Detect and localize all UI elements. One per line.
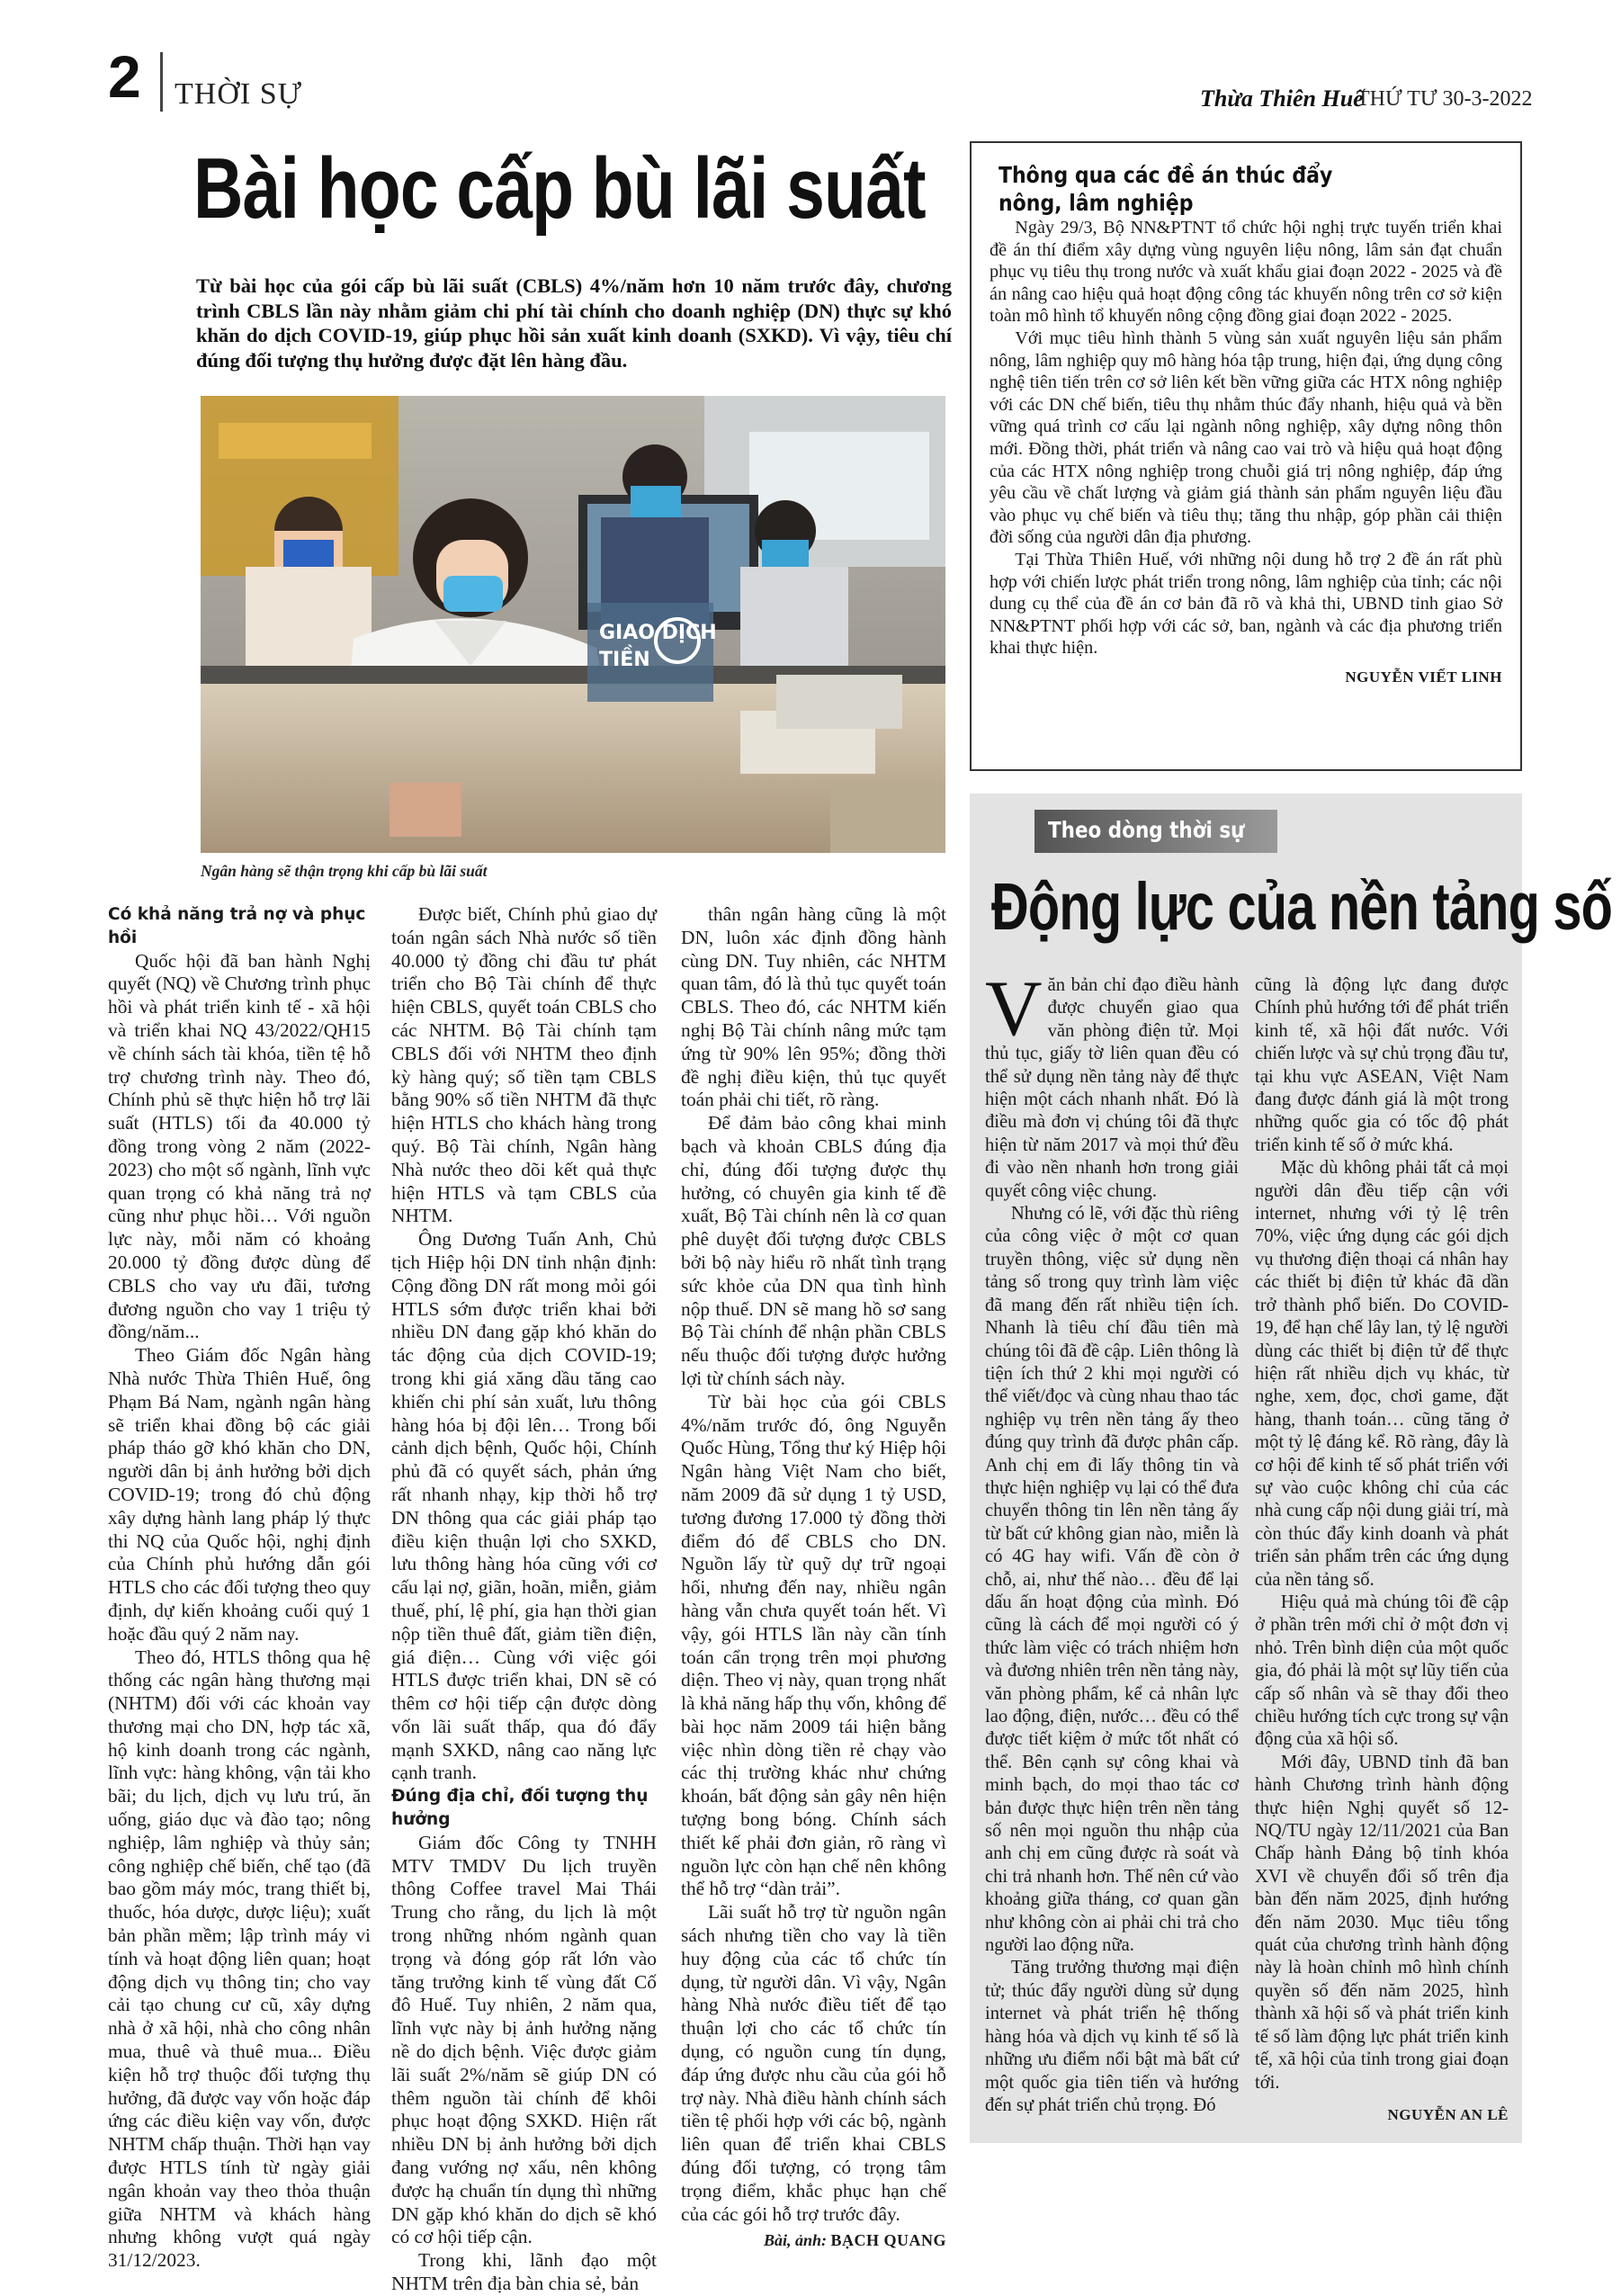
box-article-signature: NGUYỄN VIẾT LINH xyxy=(1345,668,1502,686)
box-article-title xyxy=(999,161,1442,217)
main-article-column-2 xyxy=(391,903,657,2296)
paragraph: Lãi suất hỗ trợ từ nguồn ngân sách nhưng tiền cho vay là tiền huy động của các tổ chức tín dụng, từ người dân. Vì vậy, Ngân hàng Nhà nước điều tiết để tạo thuận lợi cho các tổ chức tín dụng, có nguồn cung tín dụng, đáp ứng được nhu cầu của gói hỗ trợ này. Nhà điều hành chính sách tiền tệ phối hợp với các bộ, ngành liên quan để triển khai CBLS đúng đối tượng, có trọng tâm trọng điểm, khắc phục hạn chế của các gói hỗ trợ trước đây. xyxy=(681,1901,946,2225)
section-label: THỜI SỰ xyxy=(175,77,302,111)
paragraph: cũng là động lực đang được Chính phủ hướng tới để phát triển kinh tế, xã hội đất nước. Với chiến lược và sự chủ trọng đầu tư, tại khu vực ASEAN, Việt Nam đang được đánh giá là một trong những quốc gia có tốc độ phát triển kinh tế số ở mức khá. xyxy=(1255,975,1509,1155)
page-number: 2 xyxy=(108,43,141,110)
paragraph: Tại Thừa Thiên Huế, với những nội dung hỗ trợ 2 đề án rất phù hợp với chiến lược phát triển trong nông, lâm nghiệp của tỉnh; các nội dung cụ thể của đề án cơ bản đã rõ và khả thi, UBND tỉnh giao Sở NN&PTNT phối hợp với các sở, ban, ngành và các địa phương triển khai thực hiện. xyxy=(990,549,1502,659)
byline-name: BẠCH QUANG xyxy=(830,2231,946,2250)
paragraph: Ngày 29/3, Bộ NN&PTNT tổ chức hội nghị trực tuyến triển khai đề án thí điểm xây dựng vùng nguyên liệu nông, lâm sản đạt chuẩn phục vụ tiêu thụ trong nước và xuất khẩu giai đoạn 2022 - 2025 và đề án nâng cao hiệu quả hoạt động công tác khuyến nông trên cơ sở kiện toàn mô hình tổ khuyến nông cộng đồng giai đoạn 2022 - 2025. xyxy=(990,218,1502,327)
paragraph: Được biết, Chính phủ giao dự toán ngân sách Nhà nước số tiền 40.000 tỷ đồng chi đầu tư phát triển cho Bộ Tài chính để thực hiện CBLS, quyết toán CBLS cho các NHTM. Bộ Tài chính tạm CBLS đối với NHTM theo định kỳ hàng quý; số tiền tạm CBLS bằng 90% số tiền NHTM đã thực hiện HTLS cho khách hàng trong quý. Bộ Tài chính, Ngân hàng Nhà nước theo dõi kết quả thực hiện HTLS và tạm CBLS của NHTM. xyxy=(391,903,657,1227)
paragraph: Hiệu quả mà chúng tôi đề cập ở phần trên mới chỉ ở một đơn vị nhỏ. Trên bình diện của một quốc gia, đó phải là một sự lũy tiến của cấp số nhân và sẽ thay đổi theo chiều hướng tích cực trong sự vận động của xã hội số. xyxy=(1255,1592,1509,1750)
main-article-lead: Từ bài học của gói cấp bù lãi suất (CBLS) 4%/năm hơn 10 năm trước đây, chương trình CBLS lần này nhằm giảm chi phí tài chính cho doanh nghiệp (DN) thực sự khó khăn do dịch COVID-19, giúp phục hồi sản xuất kinh doanh (SXKD). Vì vậy, tiêu chí đúng đối tượng thụ hưởng được đặt lên hàng đầu. xyxy=(196,274,952,372)
paragraph: Mới đây, UBND tỉnh đã ban hành Chương trình hành động thực hiện Nghị quyết số 12-NQ/TU ngày 12/11/2021 của Ban Chấp hành Đảng bộ tỉnh khóa XVI về chuyển đổi số trên địa bàn đến năm 2025, định hướng đến năm 2030. Mục tiêu tổng quát của chương trình hành động này là hoàn chỉnh mô hình chính quyền số đến năm 2025, hình thành xã hội số và phát triển kinh tế số làm động lực phát triển kinh tế, xã hội của tỉnh trong giai đoạn tới. xyxy=(1255,1752,1509,2093)
side-article-signature: NGUYỄN AN LÊ xyxy=(1387,2105,1509,2123)
subhead-1: Có khả năng trả nợ và phục hồi xyxy=(108,905,366,947)
paragraph: Từ bài học của gói CBLS 4%/năm trước đó, ông Nguyễn Quốc Hùng, Tổng thư ký Hiệp hội Ngân hàng Việt Nam cho biết, năm 2009 đã sử dụng 1 tỷ USD, tương đương 17.000 tỷ đồng thời điểm đó để CBLS cho DN. Nguồn lấy từ quỹ dự trữ ngoại hối, nhưng đến nay, nhiều ngân hàng vẫn chưa quyết toán hết. Vì vậy, gói HTLS lần này cần tính toán cẩn trọng trên mọi phương diện. Theo vị này, quan trọng nhất là khả năng hấp thụ vốn, không để bài học năm 2009 tái hiện bằng việc nhìn dòng tiền rẻ chạy vào các thị trường khác như chứng khoán, bất động sản gây nên hiện tượng bong bóng. Chính sách thiết kế phải đơn giản, rõ ràng vì nguồn lực còn hạn chế nên không thể hỗ trợ “dàn trải”. xyxy=(681,1390,946,1900)
paragraph: Trong khi, lãnh đạo một NHTM trên địa bàn chia sẻ, bản xyxy=(391,2249,657,2295)
paragraph: Theo đó, HTLS thông qua hệ thống các ngân hàng thương mại (NHTM) đối với các khoản vay thương mại cho DN, hợp tác xã, hộ kinh doanh trong các ngành, lĩnh vực: hàng không, vận tải kho bãi; du lịch, dịch vụ lưu trú, ăn uống, giáo dục và đào tạo; nông nghiệp, lâm nghiệp và thủy sản; công nghiệp chế biến, chế tạo (đã bao gồm máy móc, trang thiết bị, thuốc, hóa dược, dược liệu); xuất bản phần mềm; lập trình máy vi tính và hoạt động liên quan; hoạt động dịch vụ thông tin; cho vay cải tạo chung cư cũ, xây dựng nhà ở xã hội, nhà cho công nhân mua, thuê và thuê mua... Điều kiện hỗ trợ thuộc đối tượng thụ hưởng, đã được vay vốn hoặc đáp ứng các điều kiện vay vốn, được NHTM chấp thuận. Thời hạn vay được HTLS tính từ ngày giải ngân khoản vay theo thỏa thuận giữa NHTM và khách hàng nhưng không vượt quá ngày 31/12/2023. xyxy=(108,1646,371,2272)
paragraph: Giám đốc Công ty TNHH MTV TMDV Du lịch truyền thông Coffee travel Mai Thái Trung cho rằng, du lịch là một trong những nhóm ngành quan trọng và đóng góp rất lớn vào tăng trưởng kinh tế vùng đất Cố đô Huế. Tuy nhiên, 2 năm qua, lĩnh vực này bị ảnh hưởng nặng nề do dịch bệnh. Việc được giảm lãi suất 2%/năm sẽ giúp DN có thêm nguồn tài chính để khôi phục hoạt động SXKD. Hiện rất nhiều DN bị ảnh hưởng bởi dịch đang vướng nợ xấu, nên không được hạ chuẩn tín dụng thì những DN gặp khó khăn do dịch sẽ khó có cơ hội tiếp cận. xyxy=(391,1831,657,2248)
news-photo xyxy=(201,396,945,853)
box-title-line-1: Thông qua các đề án thúc đẩy xyxy=(999,162,1333,188)
paragraph: Nhưng có lẽ, với đặc thù riêng của công việc ở một cơ quan truyền thông, việc sử dụng nền tảng số trong quy trình làm việc đã mang đến rất nhiều tiện ích. Nhanh là tiêu chí đầu tiên mà chúng tôi đã đề cập. Liên thông là tiện ích thứ 2 khi mọi người có thể viết/đọc và cùng nhau thao tác nghiệp vụ trên nền tảng ấy theo đúng quy trình đã được phân cấp. Anh chị em đi lấy thông tin và thực hiện nghiệp vụ lại có thể đưa chuyển thông tin lên nền tảng ấy từ bất cứ không gian nào, miễn là có 4G hay wifi. Vấn đề còn ở chỗ, ai, như thế nào… đều để lại dấu ấn hoạt động của mình. Đó cũng là cách để mọi người có ý thức làm việc có trách nhiệm hơn và đương nhiên trên nền tảng này, văn phòng phẩm, kể cả nhân lực lao động, điện, nước… đều có thể được tiết kiệm ở mức tốt nhất có thể. Bên cạnh sự công khai và minh bạch, do mọi thao tác cơ bản được thực hiện trên nền tảng số nên mọi nguồn thu nhập của anh chị em cũng được rà soát và chi trả nhanh hơn. Thế nên cứ vào khoảng giữa tháng, cơ quan gần như không còn ai phải chi trả cho người lao động nữa. xyxy=(985,1204,1239,1956)
kicker-label: Theo dòng thời sự xyxy=(1048,817,1245,843)
page-header xyxy=(0,0,1621,126)
bank-counter-photo xyxy=(201,396,945,853)
paragraph: thân ngân hàng cũng là một DN, luôn xác định đồng hành cùng DN. Tuy nhiên, các NHTM quan tâm, đó là thủ tục quyết toán CBLS. Theo đó, các NHTM kiến nghị Bộ Tài chính nâng mức tạm ứng từ 90% lên 95%; đồng thời đề nghị điều kiện, thủ tục quyết toán phải chi tiết, rõ ràng. xyxy=(681,903,946,1111)
photo-sign-text-1: GIAO DỊCH xyxy=(599,622,717,644)
paragraph: Để đảm bảo công khai minh bạch và khoản CBLS đúng địa chỉ, đúng đối tượng được thụ hưởng, có chuyên gia kinh tế đề xuất, Bộ Tài chính nên là cơ quan phê duyệt đối tượng được CBLS bởi bộ này hiểu rõ nhất tình trạng sức khỏe của DN qua tình hình nộp thuế. DN sẽ mang hồ sơ sang Bộ Tài chính để nhận phần CBLS nếu thuộc đối tượng được hưởng lợi từ chính sách này. xyxy=(681,1112,946,1389)
dropcap: V xyxy=(985,965,1043,1053)
side-article-title: Động lực của nền tảng số xyxy=(991,869,1613,944)
paragraph: Theo Giám đốc Ngân hàng Nhà nước Thừa Thiên Huế, ông Phạm Bá Nam, ngành ngân hàng sẽ triển khai đồng bộ các giải pháp tháo gỡ khó khăn cho DN, người dân bị ảnh hưởng bởi dịch COVID-19; trong đó chủ động xây dựng hành lang pháp lý thực thi NQ của Quốc hội, nghị định của Chính phủ hướng dẫn gói HTLS cho các đối tượng theo quy định, dự kiến khoảng cuối quý 1 hoặc đầu quý 2 năm nay. xyxy=(108,1344,371,1645)
photo-caption: Ngân hàng sẽ thận trọng khi cấp bù lãi suất xyxy=(201,862,488,880)
paragraph: Quốc hội đã ban hành Nghị quyết (NQ) về Chương trình phục hồi và phát triển kinh tế - xã hội và triển khai NQ 43/2022/QH15 về chính sách tài khóa, tiền tệ hỗ trợ chương trình này. Theo đó, Chính phủ sẽ thực hiện hỗ trợ lãi suất (HTLS) tối đa 40.000 tỷ đồng trong vòng 2 năm (2022-2023) cho một số ngành, lĩnh vực quan trọng có khả năng trả nợ cũng như phục hồi… Với nguồn lực này, mỗi năm có khoảng 20.000 tỷ đồng được dùng để CBLS cho vay ưu đãi, tương đương nguồn cho vay 1 triệu tỷ đồng/năm... xyxy=(108,949,371,1343)
box-article-body xyxy=(990,217,1502,659)
box-article xyxy=(970,141,1522,771)
main-article-title: Bài học cấp bù lãi suất xyxy=(193,140,926,237)
byline xyxy=(681,2229,946,2253)
paragraph: Với mục tiêu hình thành 5 vùng sản xuất nguyên liệu sản phẩm nông, lâm nghiệp quy mô hàng hóa tập trung, hiện đại, ứng dụng công nghệ tiên tiến trên cơ sở liên kết bền vững giữa các HTX nông nghiệp với các DN chế biến, tiêu thụ nhằm thúc đẩy nhanh, hiệu quả và bền vững quá trình cơ cấu lại ngành nông nghiệp, xây dựng nông thôn mới. Đồng thời, phát triển và nâng cao vai trò và hiệu quả hoạt động của các HTX nông nghiệp trong chuỗi giá trị nông nghiệp, đáp ứng yêu cầu về chất lượng và giảm giá thành sản phẩm nguyên liệu đầu vào phục vụ chế biến và tiêu thụ; tăng thu nhập, góp phần cải thiện đời sống của người dân địa phương. xyxy=(990,327,1502,548)
side-article-kicker xyxy=(1034,810,1277,853)
header-divider xyxy=(160,52,163,112)
paragraph: ăn bản chỉ đạo điều hành được chuyển giao qua văn phòng điện tử. Mọi thủ tục, giấy tờ liên quan đều có thể sử dụng nền tảng này để thực hiện một cách nhanh nhất. Đó là điều mà đơn vị chúng tôi đã thực hiện từ năm 2017 và mọi thứ đều đi vào nền nhanh hơn trong giải quyết công việc chung. xyxy=(985,975,1239,1201)
paragraph: Ông Dương Tuấn Anh, Chủ tịch Hiệp hội DN tỉnh nhận định: Cộng đồng DN rất mong mỏi gói HTLS sớm được triển khai bởi nhiều DN đang gặp khó khăn do tác động của dịch COVID-19; trong khi giá xăng dầu tăng cao khiến chi phí sản xuất, lưu thông hàng hóa bị đội lên… Trong bối cảnh dịch bệnh, Quốc hội, Chính phủ đã có quyết sách, phản ứng rất nhanh nhạy, kịp thời hỗ trợ DN thông qua các giải pháp tạo điều kiện thuận lợi cho SXKD, lưu thông hàng hóa cũng với cơ cấu lại nợ, giãn, hoãn, miễn, giảm thuế, phí, lệ phí, gia hạn thời gian nộp tiền thuê đất, giảm tiền điện, giá điện… Cùng với việc gói HTLS được triển khai, DN sẽ có thêm cơ hội tiếp cận được dòng vốn lãi suất thấp, qua đó đẩy mạnh SXKD, nâng cao năng lực cạnh tranh. xyxy=(391,1228,657,1784)
box-title-line-2: nông, lâm nghiệp xyxy=(999,190,1194,216)
paragraph: Tăng trưởng thương mại điện tử; thúc đẩy người dùng sử dụng internet và phát triển hệ thống hàng hóa và dịch vụ kinh tế số là những ưu điểm nổi bật mà bất cứ một quốc gia tiên tiến và hướng đến sự phát triển chủ trọng. Đó xyxy=(985,1958,1239,2115)
byline-label: Bài, ảnh: xyxy=(763,2231,827,2250)
side-article-column-1 xyxy=(985,965,1239,2117)
photo-sign-text-2: TIỀN xyxy=(599,649,650,671)
paragraph: Mặc dù không phải tất cả mọi người dân đều tiếp cận với internet, nhưng với tỷ lệ trên 70%, việc ứng dụng các gói dịch vụ thương điện thoại cá nhân hay các thiết bị điện tử khác đã dần trở thành phổ biến. Do COVID-19, để hạn chế lây lan, tỷ lệ người dùng các thiết bị điện tử để thực hiện rất nhiều dịch vụ khác, từ nghe, xem, đọc, chơi game, đặt hàng, thanh toán… cũng tăng ở một tỷ lệ đáng kể. Rõ ràng, đây là cơ hội để kinh tế số phát triển với sự vào cuộc không chỉ của các nhà cung cấp nội dung giải trí, mà còn thúc đẩy kinh doanh và phát triển sản phẩm trên các ứng dụng của nền tảng số. xyxy=(1255,1158,1509,1590)
masthead-name: Thừa Thiên Huế xyxy=(1200,85,1364,112)
side-article-column-2 xyxy=(1255,974,1509,2126)
subhead-2: Đúng địa chỉ, đối tượng thụ hưởng xyxy=(391,1787,649,1830)
main-article-column-1 xyxy=(108,903,371,2273)
issue-date: THỨ TƯ 30-3-2022 xyxy=(1357,87,1533,111)
main-article-column-3 xyxy=(681,903,946,2253)
